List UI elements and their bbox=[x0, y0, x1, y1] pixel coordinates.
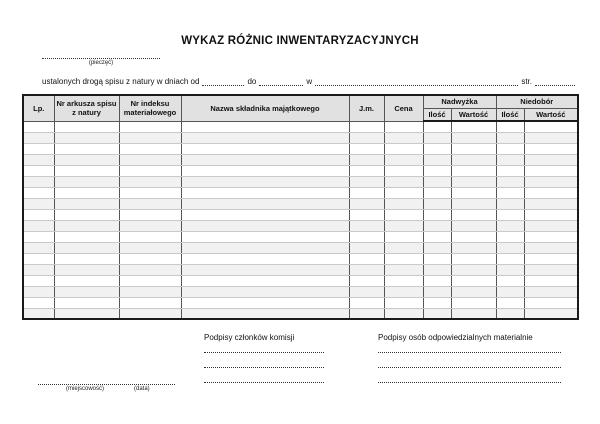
signature-line[interactable] bbox=[204, 368, 324, 383]
table-cell[interactable] bbox=[384, 143, 423, 154]
table-cell[interactable] bbox=[349, 264, 384, 275]
table-cell[interactable] bbox=[451, 264, 496, 275]
table-cell[interactable] bbox=[349, 198, 384, 209]
table-cell[interactable] bbox=[451, 143, 496, 154]
stamp-blank-line[interactable] bbox=[42, 53, 160, 59]
table-row bbox=[23, 132, 578, 143]
col-header-sheet-no: Nr arkusza spisu z natury bbox=[54, 95, 119, 121]
table-cell[interactable] bbox=[451, 253, 496, 264]
table-cell[interactable] bbox=[181, 143, 349, 154]
table-cell[interactable] bbox=[349, 132, 384, 143]
table-cell[interactable] bbox=[349, 220, 384, 231]
col-header-price: Cena bbox=[384, 95, 423, 121]
table-cell[interactable] bbox=[349, 176, 384, 187]
table-cell[interactable] bbox=[451, 209, 496, 220]
table-cell[interactable] bbox=[423, 198, 451, 209]
table-cell[interactable] bbox=[496, 209, 524, 220]
table-row bbox=[23, 220, 578, 231]
table-cell[interactable] bbox=[524, 132, 578, 143]
table-cell[interactable] bbox=[349, 231, 384, 242]
table-cell[interactable] bbox=[496, 286, 524, 297]
table-row bbox=[23, 297, 578, 308]
table-cell[interactable] bbox=[496, 253, 524, 264]
table-cell[interactable] bbox=[384, 253, 423, 264]
table-cell[interactable] bbox=[181, 187, 349, 198]
table-cell[interactable] bbox=[384, 165, 423, 176]
table-cell[interactable] bbox=[451, 165, 496, 176]
place-label: (miejscowość) bbox=[66, 386, 105, 392]
table-cell[interactable] bbox=[23, 253, 54, 264]
table-cell[interactable] bbox=[524, 154, 578, 165]
table-cell[interactable] bbox=[451, 220, 496, 231]
table-cell[interactable] bbox=[423, 275, 451, 286]
table-cell[interactable] bbox=[451, 242, 496, 253]
table-cell[interactable] bbox=[119, 264, 181, 275]
table-cell[interactable] bbox=[54, 220, 119, 231]
table-cell[interactable] bbox=[54, 132, 119, 143]
table-cell[interactable] bbox=[119, 297, 181, 308]
place-date-block bbox=[38, 370, 175, 393]
table-cell[interactable] bbox=[119, 121, 181, 132]
table-cell[interactable] bbox=[181, 242, 349, 253]
table-cell[interactable] bbox=[496, 275, 524, 286]
stamp-label: (pieczęć) bbox=[88, 60, 114, 66]
table-cell[interactable] bbox=[23, 154, 54, 165]
date-label: (data) bbox=[134, 386, 150, 392]
col-header-shortage-value: Wartość bbox=[524, 108, 578, 121]
intro-line bbox=[42, 77, 575, 86]
table-cell[interactable] bbox=[23, 165, 54, 176]
table-cell[interactable] bbox=[496, 143, 524, 154]
table-cell[interactable] bbox=[451, 132, 496, 143]
table-cell[interactable] bbox=[54, 253, 119, 264]
table-cell[interactable] bbox=[181, 264, 349, 275]
responsible-signatures-label: Podpisy osób odpowiedzialnych materialnie bbox=[378, 333, 533, 342]
col-header-surplus-qty: Ilość bbox=[423, 108, 451, 121]
place-date-blank-line[interactable] bbox=[38, 370, 175, 385]
table-cell[interactable] bbox=[384, 308, 423, 319]
table-cell[interactable] bbox=[23, 209, 54, 220]
table-cell[interactable] bbox=[181, 231, 349, 242]
table-cell[interactable] bbox=[524, 198, 578, 209]
table-cell[interactable] bbox=[524, 121, 578, 132]
table-cell[interactable] bbox=[451, 231, 496, 242]
table-row bbox=[23, 176, 578, 187]
table-cell[interactable] bbox=[181, 165, 349, 176]
signature-line[interactable] bbox=[378, 368, 561, 383]
table-cell[interactable] bbox=[423, 187, 451, 198]
table-cell[interactable] bbox=[119, 198, 181, 209]
table-cell[interactable] bbox=[496, 154, 524, 165]
signature-line[interactable] bbox=[378, 353, 561, 368]
table-row bbox=[23, 209, 578, 220]
table-row bbox=[23, 198, 578, 209]
col-group-surplus: Nadwyżka bbox=[423, 95, 496, 108]
table-cell[interactable] bbox=[384, 198, 423, 209]
responsible-signatures bbox=[378, 333, 561, 383]
table-row bbox=[23, 231, 578, 242]
table-cell[interactable] bbox=[423, 209, 451, 220]
place-date-labels bbox=[38, 385, 175, 393]
table-cell[interactable] bbox=[524, 209, 578, 220]
table-row bbox=[23, 286, 578, 297]
table-cell[interactable] bbox=[496, 220, 524, 231]
table-cell[interactable] bbox=[181, 286, 349, 297]
location-blank[interactable] bbox=[315, 77, 518, 86]
col-header-asset-name: Nazwa składnika majątkowego bbox=[181, 95, 349, 121]
table-cell[interactable] bbox=[423, 176, 451, 187]
table-cell[interactable] bbox=[349, 286, 384, 297]
table-cell[interactable] bbox=[451, 176, 496, 187]
table-cell[interactable] bbox=[496, 231, 524, 242]
intro-text-do: do bbox=[247, 77, 257, 86]
table-cell[interactable] bbox=[524, 220, 578, 231]
table-cell[interactable] bbox=[451, 154, 496, 165]
table-cell[interactable] bbox=[451, 297, 496, 308]
intro-text-w: w bbox=[306, 77, 313, 86]
table-cell[interactable] bbox=[54, 275, 119, 286]
table-cell[interactable] bbox=[384, 132, 423, 143]
table-cell[interactable] bbox=[384, 242, 423, 253]
table-cell[interactable] bbox=[23, 132, 54, 143]
table-cell[interactable] bbox=[451, 198, 496, 209]
table-row bbox=[23, 143, 578, 154]
table-cell[interactable] bbox=[524, 176, 578, 187]
col-header-index-no: Nr indeksu materiałowego bbox=[119, 95, 181, 121]
table-cell[interactable] bbox=[119, 275, 181, 286]
table-cell[interactable] bbox=[524, 253, 578, 264]
table-cell[interactable] bbox=[384, 176, 423, 187]
table-cell[interactable] bbox=[181, 253, 349, 264]
table-body bbox=[23, 121, 578, 319]
table-cell[interactable] bbox=[524, 308, 578, 319]
table-row bbox=[23, 242, 578, 253]
table-row bbox=[23, 253, 578, 264]
table-cell[interactable] bbox=[181, 132, 349, 143]
table-cell[interactable] bbox=[524, 286, 578, 297]
table-cell[interactable] bbox=[524, 187, 578, 198]
table-cell[interactable] bbox=[349, 143, 384, 154]
table-cell[interactable] bbox=[496, 264, 524, 275]
table-cell[interactable] bbox=[181, 308, 349, 319]
table-cell[interactable] bbox=[119, 187, 181, 198]
table-cell[interactable] bbox=[349, 275, 384, 286]
signature-line[interactable] bbox=[204, 342, 324, 353]
signature-line[interactable] bbox=[204, 353, 324, 368]
table-cell[interactable] bbox=[349, 187, 384, 198]
table-cell[interactable] bbox=[496, 297, 524, 308]
table-cell[interactable] bbox=[496, 242, 524, 253]
table-cell[interactable] bbox=[54, 209, 119, 220]
table-cell[interactable] bbox=[119, 220, 181, 231]
table-cell[interactable] bbox=[423, 154, 451, 165]
table-cell[interactable] bbox=[384, 154, 423, 165]
table-cell[interactable] bbox=[119, 132, 181, 143]
table-cell[interactable] bbox=[451, 308, 496, 319]
table-cell[interactable] bbox=[423, 242, 451, 253]
table-cell[interactable] bbox=[181, 154, 349, 165]
table-cell[interactable] bbox=[349, 121, 384, 132]
col-header-surplus-value: Wartość bbox=[451, 108, 496, 121]
table-row bbox=[23, 264, 578, 275]
table-cell[interactable] bbox=[181, 209, 349, 220]
table-cell[interactable] bbox=[119, 231, 181, 242]
table-cell[interactable] bbox=[119, 253, 181, 264]
table-header-row-main bbox=[23, 95, 578, 108]
inventory-differences-table bbox=[22, 94, 579, 320]
table-cell[interactable] bbox=[451, 275, 496, 286]
table-cell[interactable] bbox=[54, 165, 119, 176]
page-title: WYKAZ RÓŻNIC INWENTARYZACYJNYCH bbox=[181, 35, 419, 47]
table-cell[interactable] bbox=[451, 286, 496, 297]
table-cell[interactable] bbox=[23, 275, 54, 286]
table-cell[interactable] bbox=[54, 176, 119, 187]
table-cell[interactable] bbox=[384, 187, 423, 198]
table-cell[interactable] bbox=[423, 231, 451, 242]
table-cell[interactable] bbox=[423, 132, 451, 143]
table-cell[interactable] bbox=[349, 154, 384, 165]
table-cell[interactable] bbox=[349, 242, 384, 253]
col-header-lp: Lp. bbox=[23, 95, 54, 121]
table-cell[interactable] bbox=[23, 220, 54, 231]
table-cell[interactable] bbox=[384, 275, 423, 286]
table-cell[interactable] bbox=[23, 187, 54, 198]
table-cell[interactable] bbox=[423, 297, 451, 308]
table-row bbox=[23, 165, 578, 176]
table-cell[interactable] bbox=[451, 187, 496, 198]
table-cell[interactable] bbox=[181, 176, 349, 187]
table-row bbox=[23, 121, 578, 132]
page-number-blank[interactable] bbox=[535, 77, 575, 86]
table-cell[interactable] bbox=[119, 308, 181, 319]
table-cell[interactable] bbox=[524, 231, 578, 242]
table-cell[interactable] bbox=[451, 121, 496, 132]
table-cell[interactable] bbox=[54, 286, 119, 297]
table-cell[interactable] bbox=[349, 308, 384, 319]
table-cell[interactable] bbox=[349, 253, 384, 264]
table-cell[interactable] bbox=[181, 198, 349, 209]
table-cell[interactable] bbox=[496, 132, 524, 143]
table-cell[interactable] bbox=[384, 264, 423, 275]
table-cell[interactable] bbox=[384, 286, 423, 297]
table-cell[interactable] bbox=[423, 121, 451, 132]
table-cell[interactable] bbox=[384, 121, 423, 132]
table-cell[interactable] bbox=[23, 286, 54, 297]
table-row bbox=[23, 187, 578, 198]
table-cell[interactable] bbox=[181, 220, 349, 231]
intro-text-str: str. bbox=[521, 77, 532, 86]
table-cell[interactable] bbox=[54, 242, 119, 253]
table-cell[interactable] bbox=[496, 165, 524, 176]
table-cell[interactable] bbox=[524, 297, 578, 308]
table-cell[interactable] bbox=[119, 176, 181, 187]
intro-text-start: ustalonych drogą spisu z natury w dniach od bbox=[42, 77, 200, 86]
table-cell[interactable] bbox=[23, 231, 54, 242]
table-cell[interactable] bbox=[23, 308, 54, 319]
table-cell[interactable] bbox=[54, 264, 119, 275]
table-cell[interactable] bbox=[54, 154, 119, 165]
table-cell[interactable] bbox=[23, 121, 54, 132]
commission-signature-lines bbox=[204, 342, 324, 383]
table-cell[interactable] bbox=[349, 209, 384, 220]
table-cell[interactable] bbox=[524, 275, 578, 286]
stamp-block bbox=[42, 53, 160, 66]
table-cell[interactable] bbox=[496, 187, 524, 198]
table-cell[interactable] bbox=[496, 176, 524, 187]
table-cell[interactable] bbox=[119, 143, 181, 154]
table-cell[interactable] bbox=[423, 253, 451, 264]
table-cell[interactable] bbox=[181, 275, 349, 286]
table-cell[interactable] bbox=[23, 176, 54, 187]
table-cell[interactable] bbox=[54, 187, 119, 198]
table-row bbox=[23, 275, 578, 286]
table-cell[interactable] bbox=[349, 297, 384, 308]
commission-signatures bbox=[204, 333, 324, 383]
table-cell[interactable] bbox=[384, 231, 423, 242]
table-cell[interactable] bbox=[423, 286, 451, 297]
table-cell[interactable] bbox=[23, 198, 54, 209]
table-cell[interactable] bbox=[54, 198, 119, 209]
table-cell[interactable] bbox=[23, 264, 54, 275]
table-cell[interactable] bbox=[181, 121, 349, 132]
table-cell[interactable] bbox=[54, 297, 119, 308]
table-cell[interactable] bbox=[119, 165, 181, 176]
table-cell[interactable] bbox=[23, 143, 54, 154]
signature-line[interactable] bbox=[378, 342, 561, 353]
table-cell[interactable] bbox=[181, 297, 349, 308]
table-cell[interactable] bbox=[423, 165, 451, 176]
col-header-shortage-qty: Ilość bbox=[496, 108, 524, 121]
table-cell[interactable] bbox=[524, 165, 578, 176]
col-group-shortage: Niedobór bbox=[496, 95, 578, 108]
table-cell[interactable] bbox=[119, 242, 181, 253]
table-cell[interactable] bbox=[384, 220, 423, 231]
date-to-blank[interactable] bbox=[259, 77, 303, 86]
table-row bbox=[23, 308, 578, 319]
table-cell[interactable] bbox=[54, 231, 119, 242]
table-cell[interactable] bbox=[384, 297, 423, 308]
table-cell[interactable] bbox=[54, 143, 119, 154]
table-cell[interactable] bbox=[423, 220, 451, 231]
table-cell[interactable] bbox=[119, 209, 181, 220]
date-from-blank[interactable] bbox=[202, 77, 244, 86]
table-cell[interactable] bbox=[349, 165, 384, 176]
table-cell[interactable] bbox=[54, 308, 119, 319]
table-cell[interactable] bbox=[524, 143, 578, 154]
table-cell[interactable] bbox=[496, 198, 524, 209]
table-cell[interactable] bbox=[496, 121, 524, 132]
table-cell[interactable] bbox=[423, 264, 451, 275]
table-cell[interactable] bbox=[496, 308, 524, 319]
table-cell[interactable] bbox=[423, 143, 451, 154]
table-cell[interactable] bbox=[119, 154, 181, 165]
table-cell[interactable] bbox=[23, 242, 54, 253]
table-cell[interactable] bbox=[524, 264, 578, 275]
table-cell[interactable] bbox=[119, 286, 181, 297]
responsible-signature-lines bbox=[378, 342, 561, 383]
table-row bbox=[23, 154, 578, 165]
table-cell[interactable] bbox=[423, 308, 451, 319]
table-cell[interactable] bbox=[524, 242, 578, 253]
table-cell[interactable] bbox=[384, 209, 423, 220]
table-header bbox=[23, 95, 578, 121]
table-cell[interactable] bbox=[54, 121, 119, 132]
commission-signatures-label: Podpisy członków komisji bbox=[204, 333, 295, 342]
table-cell[interactable] bbox=[23, 297, 54, 308]
col-header-unit: J.m. bbox=[349, 95, 384, 121]
